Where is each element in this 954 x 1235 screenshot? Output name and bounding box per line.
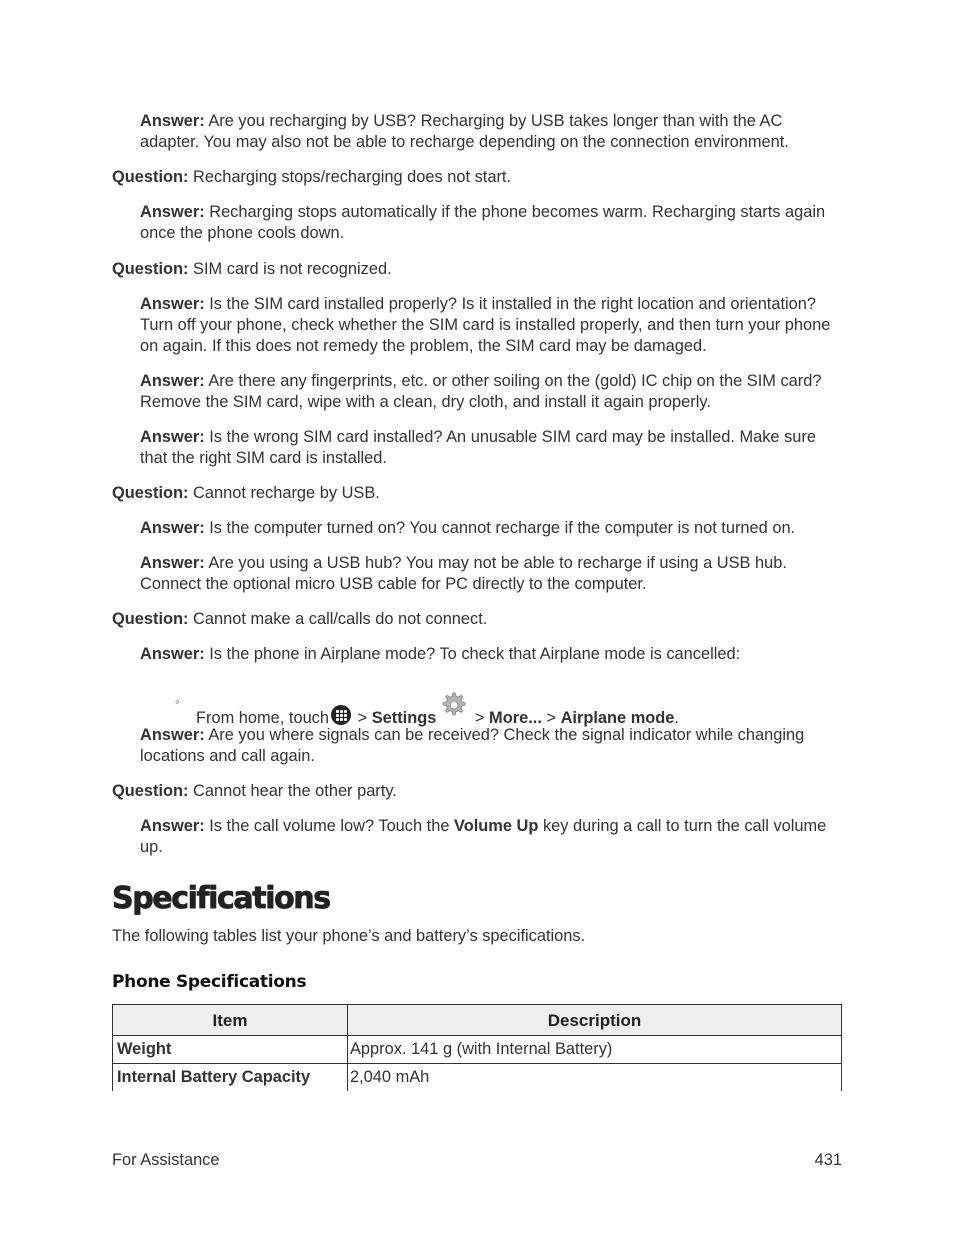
section-title: Specifications [112,881,330,916]
answer-label: Answer: [140,519,205,537]
page-number: 431 [814,1151,842,1169]
answer-paragraph [140,111,840,153]
table-row [113,1064,842,1092]
answer-label: Answer: [140,203,205,221]
answer-text: Recharging stops automatically if the phone becomes warm. Recharging starts again once the phone cools down. [140,203,826,242]
question-text: SIM card is not recognized. [188,260,392,278]
answer-paragraph [140,644,840,665]
table-header-row [113,1005,842,1036]
apps-icon [331,705,351,725]
step-separator: > [353,709,372,727]
answer-paragraph [140,518,840,539]
answer-paragraph [140,371,840,413]
step-separator: > [541,709,561,727]
gear-icon [438,690,468,720]
settings-label: Settings [371,709,437,727]
question-label: Question: [112,484,189,502]
question-paragraph [112,483,842,504]
question-paragraph [112,609,842,630]
answer-text: Is the SIM card installed properly? Is it installed in the right location and orientation? Turn off your phone, check whether the SIM card is installed properly, and then turn your phone on again. If this does not remedy the problem, the SIM card may be damaged. [140,295,831,355]
navigation-step [196,690,679,729]
answer-label: Answer: [140,112,205,130]
answer-text: key during a call to turn the call volume up. [140,817,827,856]
table-row [113,1036,842,1064]
table-cell-description: Approx. 141 g (with Internal Battery) [348,1036,842,1064]
answer-text: Are you using a USB hub? You may not be able to recharge if using a USB hub. Connect the optional micro USB cable for PC directly to the computer. [140,554,787,593]
answer-paragraph [140,427,840,469]
question-text: Recharging stops/recharging does not start. [188,168,512,186]
table-title: Phone Specifications [112,972,307,992]
list-bullet: ◦ [175,694,180,709]
answer-paragraph [140,816,840,858]
table-cell-item: Internal Battery Capacity [113,1064,348,1092]
answer-text: Is the computer turned on? You cannot recharge if the computer is not turned on. [204,519,796,537]
answer-text: Is the wrong SIM card installed? An unusable SIM card may be installed. Make sure that the right SIM card is installed. [140,428,816,467]
question-label: Question: [112,782,189,800]
answer-paragraph [140,553,840,595]
step-end: . [674,709,679,727]
column-header-description: Description [348,1005,842,1036]
answer-paragraph [140,294,840,357]
answer-text: Are there any fingerprints, etc. or other soiling on the (gold) IC chip on the SIM card? Remove the SIM card, wipe with a clean, dry cloth, and install it again properly. [140,372,822,411]
more-label: More... [489,709,542,727]
step-separator: > [470,709,490,727]
question-paragraph [112,167,842,188]
volume-up-key: Volume Up [454,817,539,835]
question-text: Cannot make a call/calls do not connect. [188,610,488,628]
question-label: Question: [112,610,189,628]
answer-label: Answer: [140,428,205,446]
answer-label: Answer: [140,645,205,663]
question-text: Cannot recharge by USB. [188,484,380,502]
question-paragraph [112,781,842,802]
answer-label: Answer: [140,817,205,835]
answer-label: Answer: [140,726,205,744]
footer-section-name: For Assistance [112,1151,220,1169]
table-cell-description: 2,040 mAh [348,1064,842,1092]
section-intro: The following tables list your phone’s and battery’s specifications. [112,927,586,945]
table-cell-item: Weight [113,1036,348,1064]
step-prefix: From home, touch [196,709,329,727]
phone-specifications-table [112,1004,842,1091]
question-text: Cannot hear the other party. [188,782,397,800]
answer-label: Answer: [140,554,205,572]
answer-label: Answer: [140,372,205,390]
question-paragraph [112,259,842,280]
column-header-item: Item [113,1005,348,1036]
answer-paragraph [140,725,840,767]
answer-text: Are you where signals can be received? Check the signal indicator while changing locations and call again. [140,726,805,765]
airplane-mode-label: Airplane mode [560,709,675,727]
question-label: Question: [112,260,189,278]
question-label: Question: [112,168,189,186]
answer-text: Is the call volume low? Touch the [204,817,455,835]
answer-label: Answer: [140,295,205,313]
answer-paragraph [140,202,840,244]
answer-text: Are you recharging by USB? Recharging by USB takes longer than with the AC adapter. You may also not be able to recharge depending on the connection environment. [140,112,789,151]
answer-text: Is the phone in Airplane mode? To check that Airplane mode is cancelled: [204,645,741,663]
